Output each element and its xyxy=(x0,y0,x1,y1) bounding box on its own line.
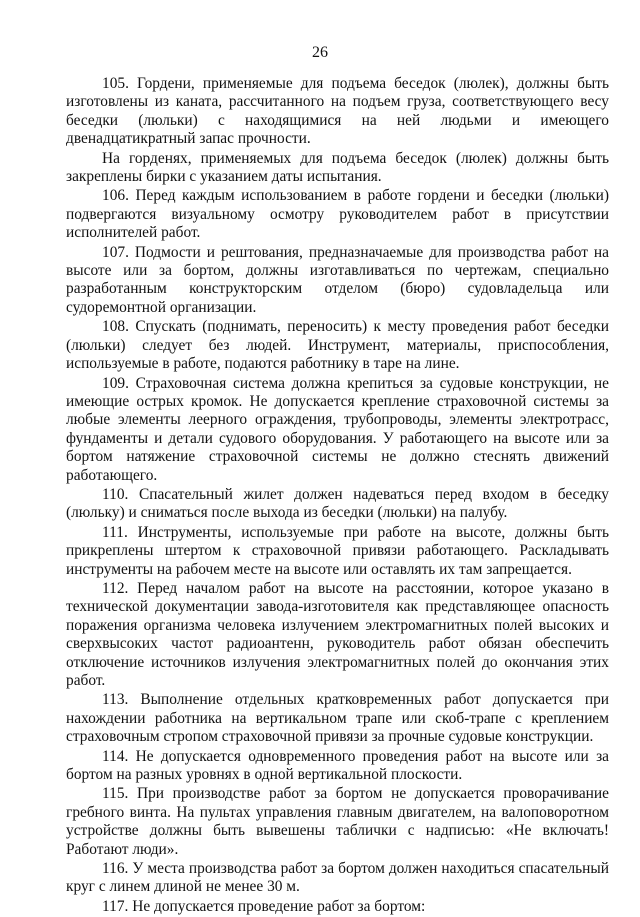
paragraph-107: 107. Подмости и рештования, предназначаемые для производства работ на высоте или за бортом, должны изготавливаться по чертежам, специально разработанным конструкторским отделом (бюро) судовладельца или судоремонтной организации. xyxy=(66,243,609,316)
paragraph-109: 109. Страховочная система должна крепиться за судовые конструкции, не имеющие острых кромок. Не допускается крепление страховочной системы за любые элементы леерного ограждения, трубопроводы, элементы электротрасс, фундаменты и детали судового оборудования. У работающего на высоте или за бортом натяжение страховочной системы не должно стеснять движений работающего. xyxy=(66,374,609,484)
paragraph-108: 108. Спускать (поднимать, переносить) к месту проведения работ беседки (люльки) следует без людей. Инструмент, материалы, приспособления, используемые в работе, подаются работнику в таре на лине. xyxy=(66,318,609,373)
paragraph-115: 115. При производстве работ за бортом не допускается проворачивание гребного винта. На пультах управления главным двигателем, на валоповоротном устройстве должны быть вывешены таблички с надписью: «Не включать! Работают люди». xyxy=(66,785,609,858)
paragraph-105: 105. Гордени, применяемые для подъема беседок (люлек), должны быть изготовлены из каната, рассчитанного на подъем груза, соответствующего весу беседки (люльки) с находящимися на ней людьми и имеющего двенадцатикратный запас прочности. xyxy=(66,75,609,148)
paragraph-114: 114. Не допускается одновременного проведения работ на высоте или за бортом на разных уровнях в одной вертикальной плоскости. xyxy=(66,747,609,784)
paragraph-105-tags: На горденях, применяемых для подъема беседок (люлек) должны быть закреплены бирки с указанием даты испытания. xyxy=(66,149,609,186)
paragraph-106: 106. Перед каждым использованием в работе гордени и беседки (люльки) подвергаются визуальному осмотру руководителем работ в присутствии исполнителей работ. xyxy=(66,187,609,242)
paragraph-110: 110. Спасательный жилет должен надеваться перед входом в беседку (люльку) и сниматься после выхода из беседки (люльки) на палубу. xyxy=(66,485,609,522)
page-number: 26 xyxy=(312,44,328,61)
paragraph-111: 111. Инструменты, используемые при работе на высоте, должны быть прикреплены штертом к страховочной привязи работающего. Раскладывать инструменты на рабочем месте на высоте или оставлять их там запрещается. xyxy=(66,523,609,578)
paragraph-112: 112. Перед началом работ на высоте на расстоянии, которое указано в технической документации завода-изготовителя как представляющее опасность поражения организма человека излучением электромагнитных полей высоких и сверхвысоких частот радиоантенн, руководитель работ обязан обеспечить отключение источников излучения электромагнитных полей до окончания этих работ. xyxy=(66,579,609,689)
paragraph-113: 113. Выполнение отдельных кратковременных работ допускается при нахождении работника на вертикальном трапе или скоб-трапе с креплением страховочным стропом страховочной привязи за прочные судовые конструкции. xyxy=(66,691,609,746)
paragraph-117: 117. Не допускается проведение работ за бортом: xyxy=(102,897,426,915)
document-body xyxy=(66,75,609,917)
paragraph-116: 116. У места производства работ за бортом должен находиться спасательный круг с линем длиной не менее 30 м. xyxy=(66,860,609,896)
